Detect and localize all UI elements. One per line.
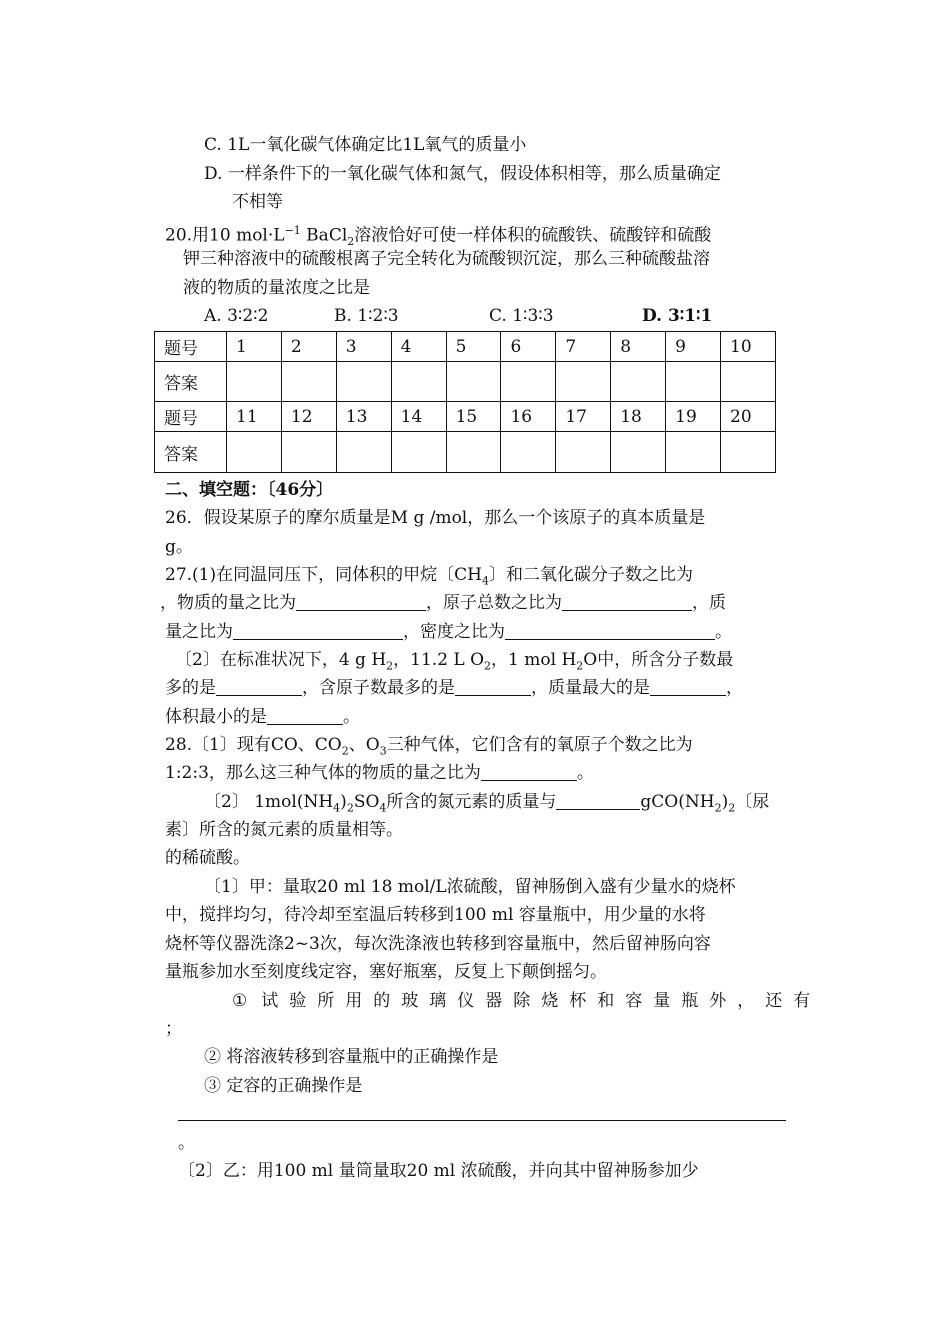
answer-cell[interactable] [227, 362, 282, 402]
row-label-answer: 答案 [155, 362, 227, 402]
q28-line1 [165, 734, 693, 762]
q20-option-a: A. 3∶2∶2 [204, 306, 269, 326]
q27-p2-text-c: ，1 mol H [491, 650, 577, 670]
q29-line9: ③ 定容的正确操作是 [204, 1076, 363, 1096]
answer-cell[interactable] [501, 362, 556, 402]
q20-sub: 2 [347, 235, 355, 249]
q29-line4: 烧杯等仪器洗涤2~3次，每次洗涤液也转移到容量瓶中，然后留神肠向容 [165, 934, 711, 954]
answer-cell[interactable] [446, 432, 501, 473]
q28-sub: 2 [714, 801, 722, 815]
q28-l2-text: 1:2:3，那么这三种气体的物质的量之比为 [165, 763, 481, 783]
q27-l5-text-b: ，含原子数最多的是 [302, 678, 455, 698]
q20-sup: −1 [284, 224, 301, 237]
q27-p2-sub: 2 [386, 659, 394, 673]
answer-line[interactable] [178, 1120, 786, 1121]
answer-cell[interactable] [501, 432, 556, 473]
answer-cell[interactable] [391, 362, 446, 402]
answer-cell[interactable] [721, 432, 776, 473]
answer-cell[interactable] [611, 432, 666, 473]
q20-option-d: D. 3∶1∶1 [642, 306, 713, 326]
q20-option-c: C. 1∶3∶3 [489, 306, 554, 326]
answer-blank[interactable] [481, 762, 577, 781]
q19-option-c: C. 1L一氧化碳气体确定比1L氧气的质量小 [204, 135, 527, 155]
q28-l3-text-c: SO [353, 792, 380, 812]
question-number: 19 [666, 402, 721, 432]
question-number: 7 [556, 332, 611, 362]
q27-p2-sub: 2 [576, 659, 584, 673]
circled-number: ① [232, 991, 248, 1011]
answer-cell[interactable] [281, 362, 336, 402]
q28-l3-text-d: 所含的氮元素的质量与 [386, 792, 557, 812]
q27-part2-line1 [175, 649, 733, 677]
q28-l1-text-c: 三种气体，它们含有的氧原子个数之比为 [386, 735, 693, 755]
q27-l5-text-c: ，质量最大的是 [531, 678, 650, 698]
q28-line3 [204, 791, 769, 819]
q27-l6-text: 体积最小的是 [165, 707, 267, 727]
answer-cell[interactable] [721, 362, 776, 402]
answer-cell[interactable] [611, 362, 666, 402]
q28-sub: 3 [379, 744, 387, 758]
question-number: 13 [336, 402, 391, 432]
question-number: 15 [446, 402, 501, 432]
question-number: 12 [281, 402, 336, 432]
q27-l2-text: ，物质的量之比为 [160, 593, 296, 613]
table-row [155, 432, 776, 473]
q29-l6-text: 试验所用的玻璃仪器除烧杯和容量瓶外，还有 [261, 991, 822, 1011]
answer-blank[interactable] [650, 677, 726, 696]
q27-part2-line2 [165, 677, 743, 699]
q26-line2: g。 [165, 537, 193, 557]
q28-l3-text-g: 〔尿 [735, 792, 770, 812]
q28-l2-text-b: 。 [576, 763, 594, 783]
answer-cell[interactable] [666, 432, 721, 473]
answer-cell[interactable] [556, 362, 611, 402]
q27-p2-text-d: O中，所含分子数最 [583, 650, 734, 670]
question-number: 16 [501, 402, 556, 432]
question-number: 17 [556, 402, 611, 432]
question-number: 3 [336, 332, 391, 362]
q27-l3-text: 量之比为 [165, 622, 233, 642]
answer-blank[interactable] [556, 791, 640, 810]
q28-l1-text-b: 、O [348, 735, 380, 755]
answer-cell[interactable] [336, 432, 391, 473]
answer-cell[interactable] [336, 362, 391, 402]
q27-l3-text-c: 。 [715, 622, 732, 642]
q28-l3-text-f: ) [721, 792, 729, 812]
table-row [155, 362, 776, 402]
q27-part2-line3 [165, 706, 360, 728]
q29-line1: 的稀硫酸。 [165, 848, 250, 868]
answer-cell[interactable] [446, 362, 501, 402]
answer-blank[interactable] [455, 677, 531, 696]
q28-l1-text: 28.〔1〕现有CO、CO [165, 735, 342, 755]
q28-line2 [165, 762, 594, 784]
question-number: 18 [611, 402, 666, 432]
q27-l3-text-b: ，密度之比为 [403, 622, 505, 642]
q27-l1-text-b: 〕和二氧化碳分子数之比为 [488, 565, 693, 585]
question-number: 11 [227, 402, 282, 432]
answer-blank[interactable] [233, 621, 403, 640]
q28-l3-text: 〔2〕 1mol(NH [204, 792, 334, 812]
q20-stem-line2: 钾三种溶液中的硫酸根离子完全转化为硫酸钡沉淀，那么三种硫酸盐溶 [183, 249, 710, 269]
row-label-answer: 答案 [155, 432, 227, 473]
answer-cell[interactable] [556, 432, 611, 473]
q27-p2-text-b: ，11.2 L O [393, 650, 485, 670]
question-number: 20 [721, 402, 776, 432]
q20-text-b: BaCl [300, 225, 348, 246]
section-heading: 二、填空题：〔46分〕 [165, 480, 334, 500]
q20-option-b: B. 1∶2∶3 [334, 306, 399, 326]
q27-line3 [165, 621, 732, 643]
q29-line3: 中，搅拌均匀，待冷却至室温后转移到100 ml 容量瓶中，用少量的水将 [165, 905, 706, 925]
table-row [155, 402, 776, 432]
q28-sub: 2 [341, 744, 349, 758]
q28-line4: 素〕所含的氮元素的质量相等。 [165, 820, 403, 840]
question-number: 5 [446, 332, 501, 362]
q29-line8: ② 将溶液转移到容量瓶中的正确操作是 [204, 1047, 499, 1067]
q29-line2: 〔1〕甲：量取20 ml 18 mol/L浓硫酸，留神肠倒入盛有少量水的烧杯 [204, 877, 736, 897]
q28-l3-text-e: gCO(NH [640, 792, 715, 812]
answer-cell[interactable] [227, 432, 282, 473]
q28-l3-text-b: ) [340, 792, 347, 812]
q27-l5-text: 多的是 [165, 678, 216, 698]
answer-blank[interactable] [505, 621, 715, 640]
q27-line1 [165, 564, 693, 592]
q20-stem-line3: 液的物质的量浓度之比是 [183, 278, 370, 298]
answer-table [154, 331, 776, 473]
q27-l2-text-c: ，质 [692, 593, 726, 613]
q27-l1-text: 27.(1)在同温同压下，同体积的甲烷〔CH [165, 565, 482, 585]
question-number: 6 [501, 332, 556, 362]
answer-blank[interactable] [216, 677, 302, 696]
answer-cell[interactable] [666, 362, 721, 402]
q29-line10: 。 [178, 1133, 195, 1153]
table-row [155, 332, 776, 362]
question-number: 8 [611, 332, 666, 362]
q27-p2-text: 〔2〕在标准状况下，4 g H [175, 650, 387, 670]
q27-l1-sub: 4 [481, 574, 489, 588]
q27-p2-sub: 2 [484, 659, 492, 673]
q27-l5-text-d: ， [726, 678, 743, 698]
q28-sub: 4 [333, 801, 341, 815]
row-label-question: 题号 [155, 332, 227, 362]
answer-blank[interactable] [562, 592, 692, 611]
q29-line11: 〔2〕乙：用100 ml 量筒量取20 ml 浓硫酸，并向其中留神肠参加少 [178, 1161, 699, 1181]
answer-cell[interactable] [391, 432, 446, 473]
question-number: 14 [391, 402, 446, 432]
q28-sub: 2 [346, 801, 354, 815]
q19-option-d: D. 一样条件下的一氧化碳气体和氮气，假设体积相等，那么质量确定 [204, 164, 721, 184]
question-number: 2 [281, 332, 336, 362]
q19-option-d-cont: 不相等 [232, 192, 283, 212]
row-label-question: 题号 [155, 402, 227, 432]
q28-sub: 4 [379, 801, 387, 815]
q27-l6-text-b: 。 [343, 707, 360, 727]
q27-l2-text-b: ，原子总数之比为 [426, 593, 562, 613]
q29-line5: 量瓶参加水至刻度线定容，塞好瓶塞，反复上下颠倒摇匀。 [165, 962, 607, 982]
question-number: 1 [227, 332, 282, 362]
q26-line1: 26．假设某原子的摩尔质量是M g /mol，那么一个该原子的真本质量是 [165, 508, 706, 528]
question-number: 4 [391, 332, 446, 362]
answer-blank[interactable] [296, 592, 426, 611]
q20-text-c: 溶液恰好可使一样体积的硫酸铁、硫酸锌和硫酸 [354, 225, 712, 246]
answer-blank[interactable] [267, 706, 343, 725]
question-number: 10 [721, 332, 776, 362]
q20-text-a: 20.用10 mol·L [165, 225, 285, 246]
q29-line7: ； [165, 1019, 182, 1039]
q28-sub: 2 [728, 801, 736, 815]
answer-cell[interactable] [281, 432, 336, 473]
question-number: 9 [666, 332, 721, 362]
q29-line6 [232, 990, 821, 1012]
q27-line2 [160, 592, 726, 614]
